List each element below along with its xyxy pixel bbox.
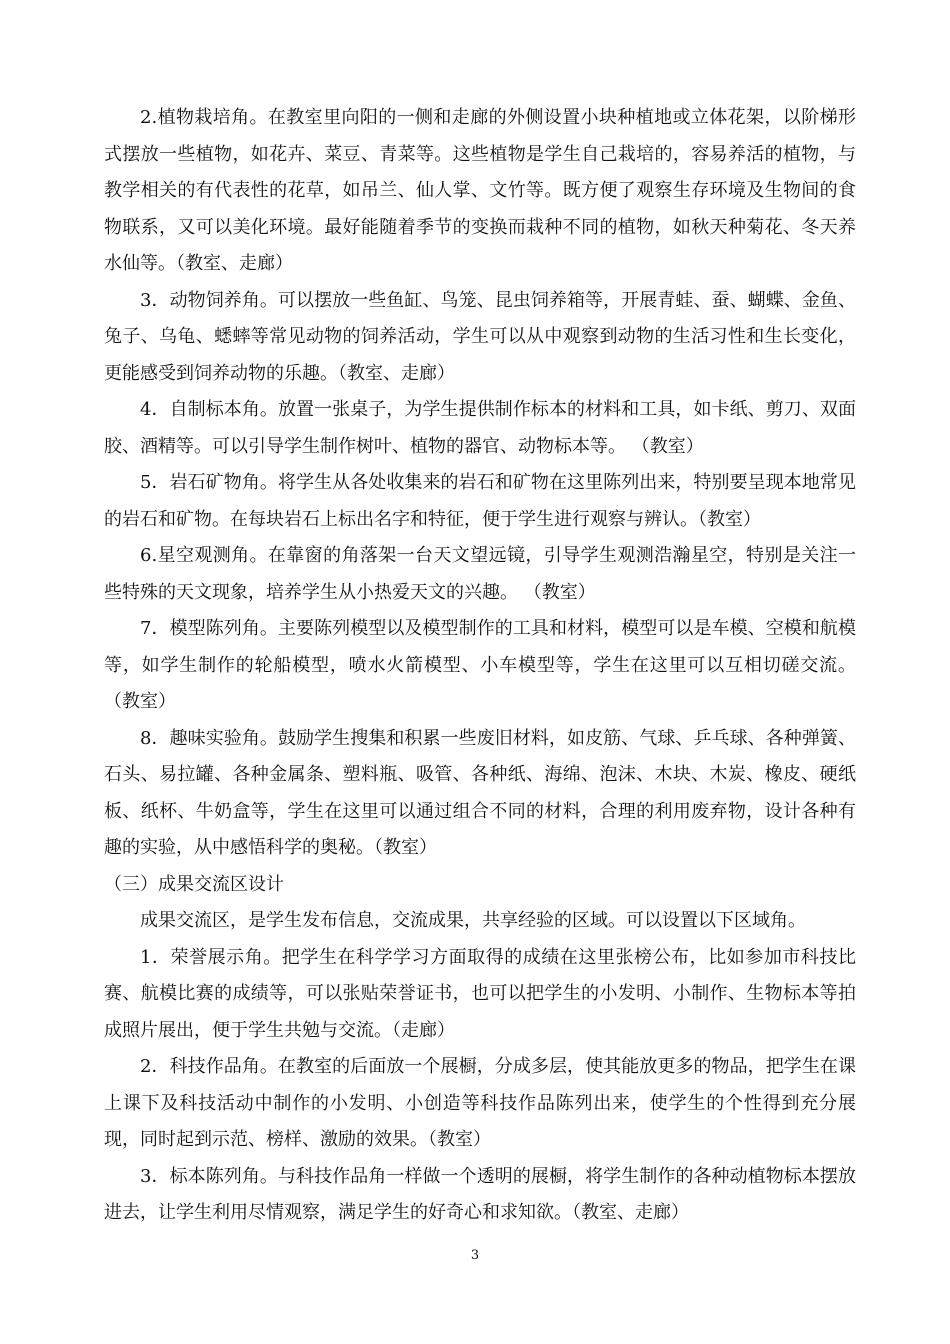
- paragraph-results-intro: 成果交流区，是学生发布信息，交流成果，共享经验的区域。可以设置以下区域角。: [140, 910, 806, 931]
- paragraph-specimen-making: 4．自制标本角。放置一张桌子，为学生提供制作标本的材料和工具，如卡纸、剪刀、双面胶、酒精等。可以引导学生制作树叶、植物的器官、动物标本等。 （教室）: [104, 399, 856, 457]
- paragraph-honor-display: 1．荣誉展示角。把学生在科学学习方面取得的成绩在这里张榜公布，比如参加市科技比赛、航模比赛的成绩等，可以张贴荣誉证书，也可以把学生的小发明、小制作、生物标本等拍成照片展出，便于学生共勉与交流。（走廊）: [104, 946, 856, 1041]
- page-number: 3: [470, 1248, 480, 1263]
- paragraph-tech-works: 2．科技作品角。在教室的后面放一个展橱，分成多层，使其能放更多的物品，把学生在课上课下及科技活动中制作的小发明、小创造等科技作品陈列出来，使学生的个性得到充分展现，同时起到示范、榜样、激励的效果。（教室）: [104, 1056, 856, 1150]
- paragraph-star-observation: 6.星空观测角。在靠窗的角落架一台天文望远镜，引导学生观测浩瀚星空，特别是关注一些特殊的天文现象，培养学生从小热爱天文的兴趣。 （教室）: [104, 545, 856, 603]
- paragraph-model-display: 7．模型陈列角。主要陈列模型以及模型制作的工具和材料，模型可以是车模、空模和航模等，如学生制作的轮船模型，喷水火箭模型、小车模型等，学生在这里可以互相切磋交流。 （教室）: [104, 618, 856, 712]
- paragraph-animal-raising: 3．动物饲养角。可以摆放一些鱼缸、鸟笼、昆虫饲养箱等，开展青蛙、蚕、蝴蝶、金鱼、兔子、乌龟、蟋蟀等常见动物的饲养活动，学生可以从中观察到动物的生活习性和生长变化，更能感受到饲养动物的乐趣。（教室、走廊）: [104, 289, 856, 384]
- paragraph-fun-experiment: 8．趣味实验角。鼓励学生搜集和积累一些废旧材料，如皮筋、气球、乒乓球、各种弹簧、石头、易拉罐、各种金属条、塑料瓶、吸管、各种纸、海绵、泡沫、木块、木炭、橡皮、硬纸板、纸杯、牛奶盒等，学生在这里可以通过组合不同的材料，合理的利用废弃物，设计各种有趣的实验，从中感悟科学的奥秘。（教室）: [104, 727, 856, 858]
- document-body: [104, 100, 856, 1232]
- section-heading-results-exchange: （三）成果交流区设计: [104, 873, 284, 895]
- paragraph-specimen-display: 3．标本陈列角。与科技作品角一样做一个透明的展橱，将学生制作的各种动植物标本摆放进去，让学生利用尽情观察，满足学生的好奇心和求知欲。（教室、走廊）: [104, 1165, 856, 1223]
- paragraph-plant-cultivation: 2.植物栽培角。在教室里向阳的一侧和走廊的外侧设置小块种植地或立体花架，以阶梯形式摆放一些植物，如花卉、菜豆、青菜等。这些植物是学生自己栽培的，容易养活的植物，与教学相关的有代表性的花草，如吊兰、仙人掌、文竹等。既方便了观察生存环境及生物间的食物联系，又可以美化环境。最好能随着季节的变换而栽种不同的植物，如秋天种菊花、冬天养水仙等。（教室、走廊）: [104, 107, 856, 274]
- paragraph-rock-mineral: 5．岩石矿物角。将学生从各处收集来的岩石和矿物在这里陈列出来，特别要呈现本地常见的岩石和矿物。在每块岩石上标出名字和特征，便于学生进行观察与辨认。（教室）: [104, 472, 856, 530]
